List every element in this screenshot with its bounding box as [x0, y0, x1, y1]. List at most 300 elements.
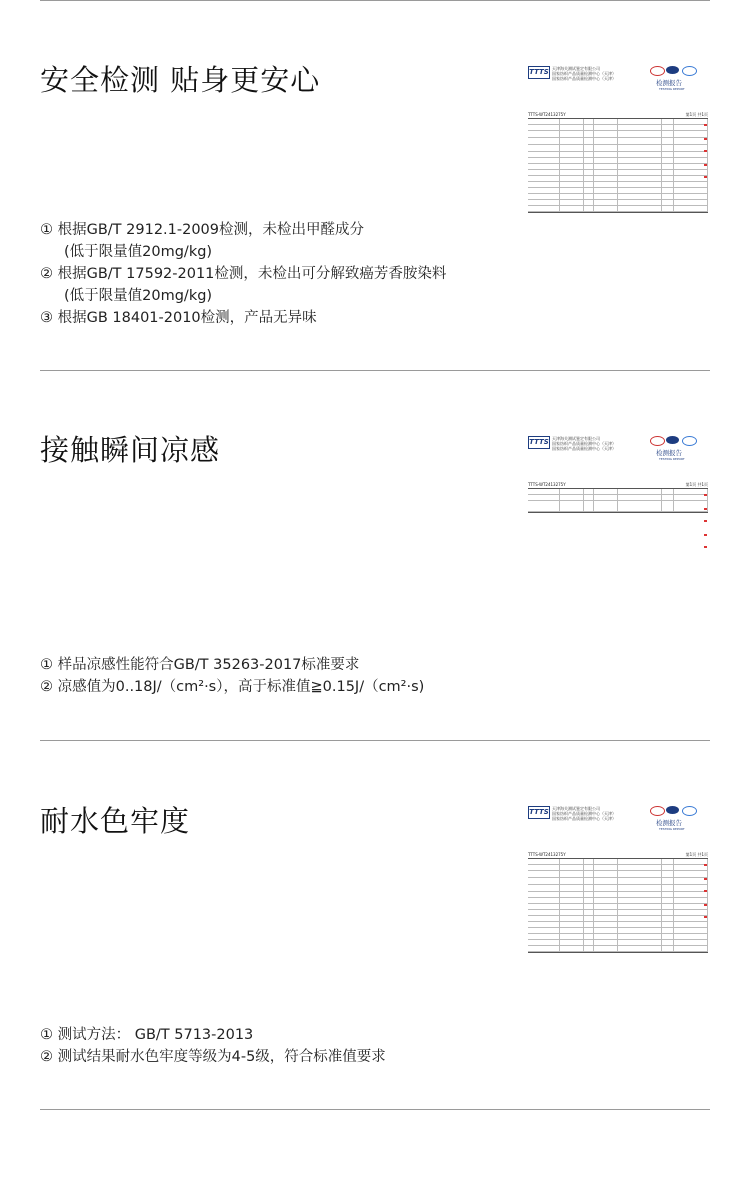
report-cell	[560, 878, 584, 884]
report-cell	[618, 878, 661, 884]
report-cell	[662, 131, 675, 137]
report-cell	[662, 158, 675, 163]
ttts-logo: TTTS	[528, 806, 550, 819]
report-cell	[560, 119, 584, 124]
report-cell	[584, 916, 595, 921]
report-caption	[528, 481, 708, 488]
org-line: 天津海关测试鉴定有限公司	[552, 66, 600, 71]
report-cell	[662, 871, 675, 877]
report-cell	[674, 164, 708, 169]
report-cell	[662, 152, 675, 157]
report-cell	[584, 125, 595, 130]
report-cell	[618, 119, 661, 124]
report-cell	[584, 892, 595, 897]
report-cell	[560, 158, 584, 163]
report-number: TTTS-WT2413275Y	[528, 482, 566, 487]
accreditation-logos	[650, 806, 698, 816]
report-cell	[594, 910, 618, 915]
report-cell	[618, 898, 661, 903]
report-cell	[618, 928, 661, 933]
report-row	[528, 878, 708, 885]
report-cell	[618, 946, 661, 951]
report-cell	[674, 928, 708, 933]
report-cell	[528, 170, 560, 175]
report-cell	[674, 188, 708, 193]
report-cell	[618, 885, 661, 891]
report-subtitle: TESTING REPORT	[659, 827, 685, 831]
report-cell	[674, 194, 708, 199]
test-report-image	[528, 436, 708, 513]
org-line: 天津海关测试鉴定有限公司	[552, 436, 600, 441]
report-cell	[662, 489, 675, 494]
report-cell	[618, 916, 661, 921]
report-cell	[528, 928, 560, 933]
report-cell	[618, 145, 661, 151]
report-cell	[662, 910, 675, 915]
line-3: ② 根据GB/T 17592-2011检测，未检出可分解致癌芳香胺染料	[40, 266, 447, 282]
report-cell	[674, 940, 708, 945]
section-title: 安全检测 贴身更安心	[40, 63, 321, 97]
line-1: ① 测试方法： GB/T 5713-2013	[40, 1027, 254, 1043]
report-cell	[528, 910, 560, 915]
report-cell	[662, 495, 675, 500]
red-stamp-icon	[704, 494, 714, 564]
report-cell	[528, 922, 560, 927]
report-cell	[674, 489, 708, 494]
report-table	[528, 481, 708, 513]
report-cell	[662, 928, 675, 933]
org-line: 国家纺织产品质量检测中心（天津）	[552, 441, 616, 446]
report-cell	[528, 878, 560, 884]
report-cell	[594, 145, 618, 151]
report-cell	[594, 916, 618, 921]
report-cell	[560, 489, 584, 494]
org-line: 国家纺织产品质量检测中心（天津）	[552, 76, 616, 81]
report-cell	[528, 934, 560, 939]
report-page: 第1页 共1页	[685, 112, 708, 117]
report-cell	[560, 859, 584, 864]
report-row	[528, 501, 708, 512]
report-cell	[674, 898, 708, 903]
report-cell	[662, 916, 675, 921]
report-cell	[662, 878, 675, 884]
report-cell	[594, 898, 618, 903]
report-cell	[662, 898, 675, 903]
report-cell	[560, 164, 584, 169]
report-row	[528, 138, 708, 145]
report-caption	[528, 111, 708, 118]
report-cell	[674, 934, 708, 939]
report-cell	[528, 119, 560, 124]
report-cell	[594, 946, 618, 951]
report-subtitle: TESTING REPORT	[659, 87, 685, 91]
red-stamp-icon	[704, 124, 714, 194]
org-line: 国家纺织产品质量检测中心（天津）	[552, 811, 616, 816]
divider-top	[40, 0, 710, 1]
report-cell	[584, 898, 595, 903]
report-cell	[584, 145, 595, 151]
report-cell	[618, 910, 661, 915]
report-cell	[662, 176, 675, 181]
report-cell	[618, 892, 661, 897]
report-cell	[584, 946, 595, 951]
report-cell	[594, 885, 618, 891]
report-cell	[662, 170, 675, 175]
report-row	[528, 145, 708, 152]
report-cell	[528, 865, 560, 870]
report-cell	[584, 871, 595, 877]
report-cell	[584, 200, 595, 205]
ttts-logo: TTTS	[528, 436, 550, 449]
report-cell	[528, 158, 560, 163]
report-cell	[662, 904, 675, 909]
report-cell	[584, 170, 595, 175]
divider	[40, 370, 710, 371]
line-2: ② 测试结果耐水色牢度等级为4-5级，符合标准值要求	[40, 1049, 386, 1065]
report-cell	[584, 501, 595, 511]
report-cell	[662, 125, 675, 130]
report-cell	[594, 928, 618, 933]
report-cell	[584, 922, 595, 927]
report-cell	[560, 892, 584, 897]
report-cell	[594, 200, 618, 205]
line-1: ① 样品凉感性能符合GB/T 35263-2017标准要求	[40, 657, 360, 673]
report-page: 第1页 共1页	[685, 852, 708, 857]
report-cell	[560, 928, 584, 933]
report-cell	[528, 892, 560, 897]
report-cell	[662, 865, 675, 870]
report-cell	[618, 164, 661, 169]
report-cell	[594, 501, 618, 511]
report-cell	[560, 182, 584, 187]
report-number: TTTS-WT2413275Y	[528, 852, 566, 857]
report-cell	[662, 922, 675, 927]
report-cell	[674, 138, 708, 144]
report-cell	[618, 501, 661, 511]
ilac-logo-icon	[666, 66, 679, 74]
report-cell	[528, 495, 560, 500]
report-cell	[618, 138, 661, 144]
report-cell	[560, 176, 584, 181]
report-cell	[618, 940, 661, 945]
report-cell	[594, 164, 618, 169]
report-cell	[584, 152, 595, 157]
report-cell	[594, 892, 618, 897]
report-cell	[662, 119, 675, 124]
cnas-logo-icon	[650, 806, 665, 816]
report-cell	[674, 152, 708, 157]
report-cell	[560, 910, 584, 915]
org-line: 天津海关测试鉴定有限公司	[552, 806, 600, 811]
report-cell	[560, 206, 584, 211]
report-cell	[674, 871, 708, 877]
report-cell	[528, 501, 560, 511]
report-title: 检测报告	[656, 449, 682, 457]
report-cell	[674, 145, 708, 151]
report-cell	[584, 138, 595, 144]
report-cell	[618, 158, 661, 163]
report-cell	[528, 176, 560, 181]
report-cell	[584, 182, 595, 187]
report-cell	[618, 194, 661, 199]
report-cell	[584, 489, 595, 494]
report-cell	[662, 188, 675, 193]
report-cell	[528, 131, 560, 137]
cma-logo-icon	[682, 66, 697, 76]
report-cell	[594, 865, 618, 870]
report-cell	[674, 501, 708, 511]
report-cell	[584, 934, 595, 939]
report-cell	[594, 871, 618, 877]
report-row	[528, 885, 708, 892]
report-cell	[560, 125, 584, 130]
report-cell	[584, 119, 595, 124]
report-cell	[560, 940, 584, 945]
report-header	[528, 436, 708, 476]
report-cell	[618, 125, 661, 130]
report-cell	[528, 904, 560, 909]
report-cell	[618, 152, 661, 157]
report-row	[528, 871, 708, 878]
cma-logo-icon	[682, 806, 697, 816]
report-cell	[594, 125, 618, 130]
report-cell	[594, 489, 618, 494]
report-cell	[584, 940, 595, 945]
report-cell	[594, 940, 618, 945]
report-cell	[674, 892, 708, 897]
report-cell	[674, 859, 708, 864]
report-cell	[594, 158, 618, 163]
report-cell	[528, 871, 560, 877]
report-cell	[594, 904, 618, 909]
report-cell	[560, 200, 584, 205]
accreditation-logos	[650, 66, 698, 76]
test-report-image	[528, 806, 708, 953]
report-caption	[528, 851, 708, 858]
report-cell	[584, 176, 595, 181]
report-cell	[662, 145, 675, 151]
report-cell	[674, 125, 708, 130]
ilac-logo-icon	[666, 436, 679, 444]
section-lines	[40, 1024, 386, 1068]
line-1: ① 根据GB/T 2912.1-2009检测，未检出甲醛成分	[40, 222, 365, 238]
divider	[40, 740, 710, 741]
report-cell	[662, 940, 675, 945]
report-number: TTTS-WT2413275Y	[528, 112, 566, 117]
cnas-logo-icon	[650, 66, 665, 76]
report-cell	[674, 904, 708, 909]
report-cell	[662, 885, 675, 891]
report-cell	[528, 194, 560, 199]
report-cell	[584, 928, 595, 933]
line-5: ③ 根据GB 18401-2010检测，产品无异味	[40, 310, 317, 326]
report-cell	[560, 916, 584, 921]
report-cell	[674, 206, 708, 211]
test-report-image	[528, 66, 708, 213]
red-stamp-icon	[704, 864, 714, 934]
report-cell	[560, 865, 584, 870]
report-cell	[584, 194, 595, 199]
report-cell	[584, 131, 595, 137]
report-cell	[584, 188, 595, 193]
report-cell	[594, 152, 618, 157]
report-cell	[528, 916, 560, 921]
report-cell	[594, 138, 618, 144]
report-cell	[662, 206, 675, 211]
report-cell	[662, 859, 675, 864]
report-cell	[674, 119, 708, 124]
report-cell	[584, 904, 595, 909]
report-grid	[528, 118, 708, 213]
org-line: 国家纺织产品质量检测中心（天津）	[552, 446, 616, 451]
report-cell	[594, 859, 618, 864]
report-cell	[528, 898, 560, 903]
report-cell	[560, 194, 584, 199]
report-cell	[662, 892, 675, 897]
section-lines	[40, 654, 424, 698]
report-cell	[662, 138, 675, 144]
report-cell	[618, 188, 661, 193]
report-cell	[560, 898, 584, 903]
report-cell	[560, 904, 584, 909]
report-header	[528, 66, 708, 106]
report-cell	[594, 194, 618, 199]
report-table	[528, 111, 708, 213]
report-cell	[618, 200, 661, 205]
report-cell	[594, 182, 618, 187]
report-cell	[528, 125, 560, 130]
report-cell	[662, 934, 675, 939]
report-cell	[594, 495, 618, 500]
report-cell	[560, 170, 584, 175]
accreditation-logos	[650, 436, 698, 446]
report-cell	[662, 501, 675, 511]
report-cell	[674, 878, 708, 884]
report-cell	[560, 885, 584, 891]
report-cell	[528, 489, 560, 494]
report-cell	[618, 489, 661, 494]
report-cell	[674, 922, 708, 927]
report-cell	[618, 495, 661, 500]
report-cell	[560, 138, 584, 144]
section-lines	[40, 219, 446, 329]
report-cell	[662, 200, 675, 205]
report-cell	[584, 164, 595, 169]
line-2: (低于限量值20mg/kg)	[64, 244, 213, 260]
report-grid	[528, 488, 708, 513]
report-subtitle: TESTING REPORT	[659, 457, 685, 461]
report-cell	[594, 119, 618, 124]
report-cell	[594, 170, 618, 175]
report-cell	[528, 138, 560, 144]
report-cell	[674, 946, 708, 951]
report-cell	[594, 176, 618, 181]
report-org	[552, 66, 616, 81]
report-title: 检测报告	[656, 819, 682, 827]
report-cell	[674, 131, 708, 137]
report-cell	[618, 934, 661, 939]
report-cell	[584, 859, 595, 864]
report-cell	[560, 934, 584, 939]
report-cell	[618, 170, 661, 175]
report-cell	[618, 922, 661, 927]
report-cell	[584, 158, 595, 163]
report-title: 检测报告	[656, 79, 682, 87]
report-cell	[662, 946, 675, 951]
report-cell	[584, 885, 595, 891]
report-cell	[674, 170, 708, 175]
report-cell	[618, 176, 661, 181]
ilac-logo-icon	[666, 806, 679, 814]
report-org	[552, 436, 616, 451]
report-cell	[584, 495, 595, 500]
report-cell	[560, 495, 584, 500]
report-cell	[528, 946, 560, 951]
report-row	[528, 946, 708, 952]
report-cell	[674, 865, 708, 870]
report-cell	[594, 188, 618, 193]
report-cell	[528, 859, 560, 864]
report-header	[528, 806, 708, 846]
report-cell	[674, 495, 708, 500]
org-line: 国家纺织产品质量检测中心（天津）	[552, 71, 616, 76]
report-cell	[618, 865, 661, 870]
report-cell	[560, 188, 584, 193]
report-cell	[560, 946, 584, 951]
line-4: (低于限量值20mg/kg)	[64, 288, 213, 304]
report-cell	[528, 164, 560, 169]
report-grid	[528, 858, 708, 953]
report-cell	[560, 501, 584, 511]
report-cell	[594, 922, 618, 927]
report-cell	[528, 188, 560, 193]
report-cell	[674, 182, 708, 187]
section-title: 接触瞬间凉感	[40, 433, 221, 467]
report-org	[552, 806, 616, 821]
report-cell	[674, 916, 708, 921]
report-cell	[674, 885, 708, 891]
report-cell	[528, 182, 560, 187]
report-table	[528, 851, 708, 953]
report-cell	[560, 152, 584, 157]
report-cell	[528, 940, 560, 945]
report-cell	[560, 871, 584, 877]
report-cell	[528, 145, 560, 151]
report-cell	[584, 206, 595, 211]
report-row	[528, 131, 708, 138]
report-cell	[560, 922, 584, 927]
ttts-logo: TTTS	[528, 66, 550, 79]
cnas-logo-icon	[650, 436, 665, 446]
report-cell	[528, 152, 560, 157]
report-cell	[560, 145, 584, 151]
report-cell	[584, 878, 595, 884]
org-line: 国家纺织产品质量检测中心（天津）	[552, 816, 616, 821]
line-2: ② 凉感值为0..18J/（cm²·s），高于标准值≧0.15J/（cm²·s)	[40, 679, 425, 695]
report-cell	[594, 131, 618, 137]
divider	[40, 1109, 710, 1110]
report-cell	[560, 131, 584, 137]
report-cell	[662, 194, 675, 199]
report-cell	[584, 865, 595, 870]
report-cell	[674, 200, 708, 205]
report-cell	[594, 878, 618, 884]
report-cell	[584, 910, 595, 915]
report-cell	[674, 176, 708, 181]
report-cell	[662, 164, 675, 169]
report-page: 第1页 共1页	[685, 482, 708, 487]
section-title: 耐水色牢度	[40, 804, 191, 838]
